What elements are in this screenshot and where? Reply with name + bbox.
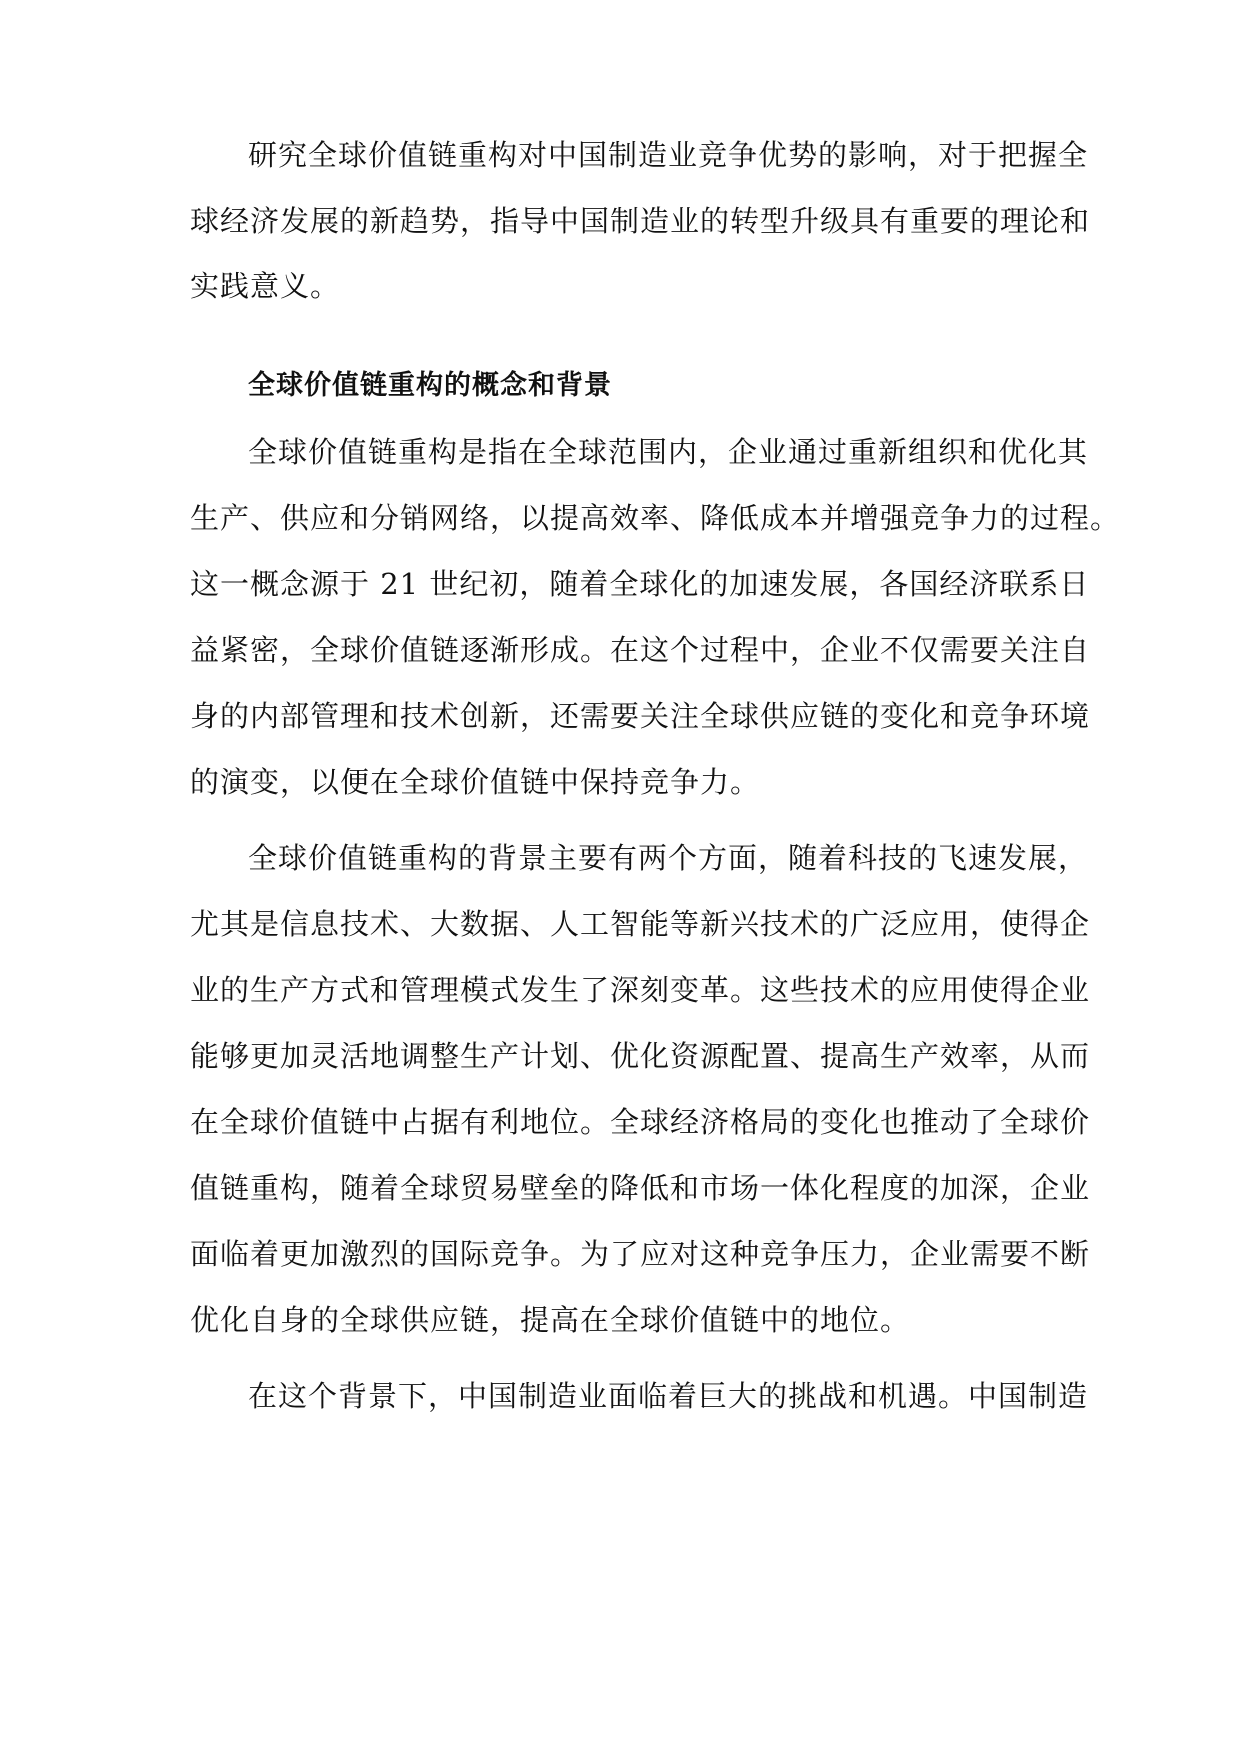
paragraph-line: 益紧密，全球价值链逐渐形成。在这个过程中，企业不仅需要关注自: [190, 633, 1091, 667]
paragraph-line: 能够更加灵活地调整生产计划、优化资源配置、提高生产效率，从而: [190, 1039, 1091, 1073]
paragraph-line: 的演变，以便在全球价值链中保持竞争力。: [190, 765, 761, 799]
paragraph-line: 尤其是信息技术、大数据、人工智能等新兴技术的广泛应用，使得企: [190, 907, 1091, 941]
paragraph-line: 业的生产方式和管理模式发生了深刻变革。这些技术的应用使得企业: [190, 973, 1091, 1007]
paragraph-line: 优化自身的全球供应链，提高在全球价值链中的地位。: [190, 1303, 911, 1337]
paragraph-line: 这一概念源于 21 世纪初，随着全球化的加速发展，各国经济联系日: [190, 567, 1090, 601]
paragraph-line: 实践意义。: [190, 269, 341, 303]
paragraph-line: 值链重构，随着全球贸易壁垒的降低和市场一体化程度的加深，企业: [190, 1171, 1091, 1205]
paragraph-line: 身的内部管理和技术创新，还需要关注全球供应链的变化和竞争环境: [190, 699, 1091, 733]
paragraph-line: 研究全球价值链重构对中国制造业竞争优势的影响，对于把握全: [248, 138, 1089, 172]
paragraph-line: 在这个背景下，中国制造业面临着巨大的挑战和机遇。中国制造: [248, 1379, 1089, 1413]
paragraph-line: 球经济发展的新趋势，指导中国制造业的转型升级具有重要的理论和: [190, 204, 1091, 238]
paragraph-line: 面临着更加激烈的国际竞争。为了应对这种竞争压力，企业需要不断: [190, 1237, 1091, 1271]
paragraph-line: 在全球价值链中占据有利地位。全球经济格局的变化也推动了全球价: [190, 1105, 1091, 1139]
paragraph-line: 全球价值链重构是指在全球范围内，企业通过重新组织和优化其: [248, 435, 1089, 469]
section-heading: 全球价值链重构的概念和背景: [248, 370, 612, 401]
paragraph-line: 生产、供应和分销网络，以提高效率、降低成本并增强竞争力的过程。: [190, 501, 1121, 535]
paragraph-line: 全球价值链重构的背景主要有两个方面，随着科技的飞速发展，: [248, 841, 1089, 875]
